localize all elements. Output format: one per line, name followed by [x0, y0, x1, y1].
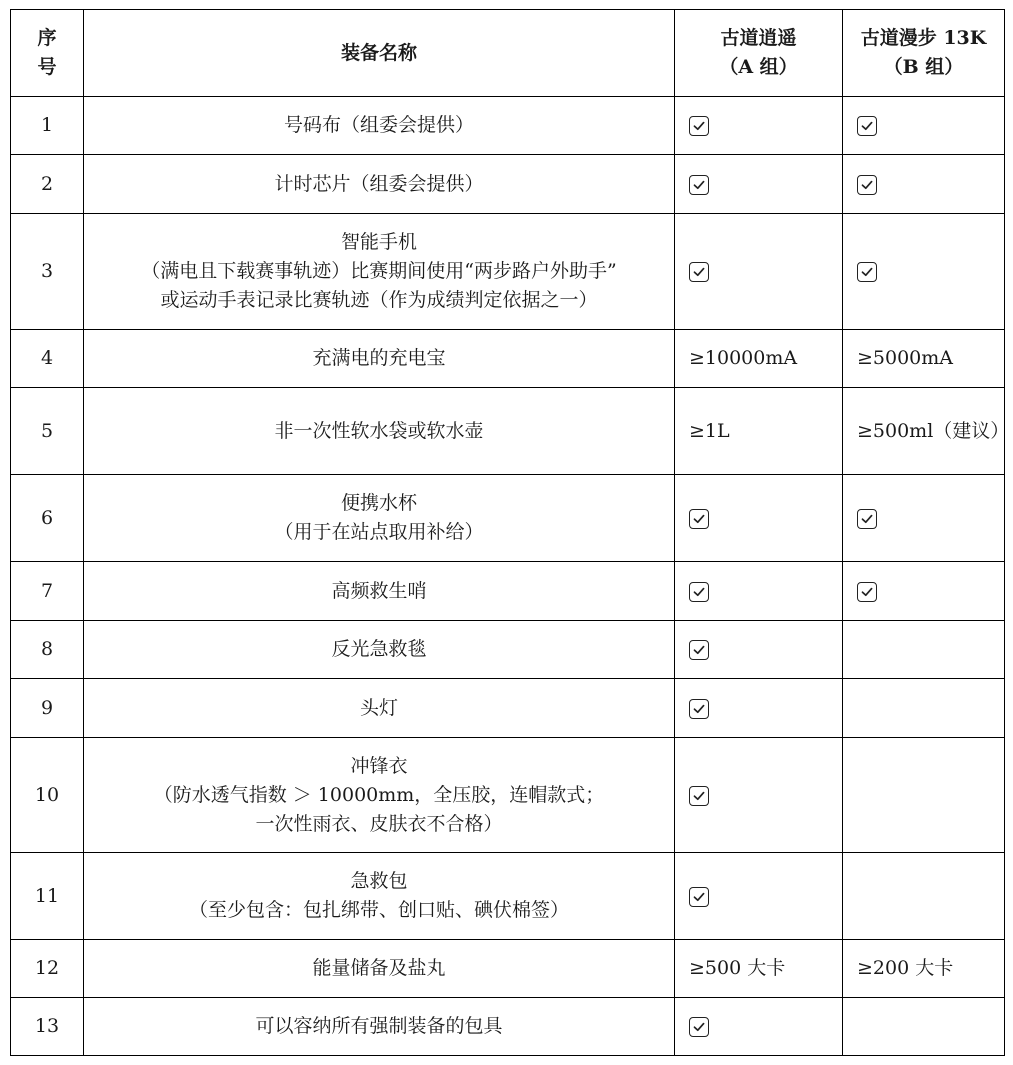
table-body [11, 97, 1010, 1056]
row-number: 10 [11, 738, 84, 853]
equipment-name-line: 能量储备及盐丸 [312, 957, 446, 979]
group-a-requirement [675, 155, 843, 214]
group-b-requirement [843, 679, 1005, 738]
group-b-requirement [843, 940, 1005, 998]
equipment-name [84, 562, 675, 621]
header-name: 装备名称 [84, 10, 675, 97]
equipment-name-line: 非一次性软水袋或软水壶 [274, 419, 484, 442]
group-a-requirement [675, 998, 843, 1056]
group-b-requirement [843, 388, 1010, 475]
requirement-text: ≥1L [689, 419, 730, 442]
group-a-requirement [675, 388, 843, 475]
row-number: 3 [11, 214, 84, 330]
header-no-line: 号 [37, 56, 57, 78]
group-a-requirement [675, 679, 843, 738]
group-b-requirement [843, 97, 1005, 155]
checkbox-checked-icon [857, 509, 877, 529]
group-b-requirement [843, 621, 1005, 679]
table-row [11, 679, 1005, 738]
group-b-requirement [843, 562, 1005, 621]
equipment-name [84, 475, 675, 562]
table-row [11, 940, 1005, 998]
requirement-text: ≥500ml（建议） [857, 419, 1010, 442]
equipment-name-line: 便携水杯 [340, 492, 417, 514]
equipment-name [84, 330, 675, 388]
row-number: 13 [11, 998, 84, 1056]
equipment-name [84, 998, 675, 1056]
checkbox-checked-icon [689, 175, 709, 195]
row-number: 8 [11, 621, 84, 679]
checkbox-checked-icon [689, 887, 709, 907]
header-b-line: （B 组） [883, 56, 964, 78]
equipment-name-line: 冲锋衣 [350, 754, 408, 777]
checkbox-checked-icon [689, 1017, 709, 1037]
group-a-requirement [675, 621, 843, 679]
group-b-requirement [843, 475, 1005, 562]
checkbox-checked-icon [689, 786, 709, 806]
table-row [11, 214, 1005, 330]
equipment-name-line: 号码布（组委会提供） [283, 114, 474, 136]
checkbox-checked-icon [857, 262, 877, 282]
checkbox-checked-icon [857, 582, 877, 602]
checkbox-checked-icon [689, 262, 709, 282]
equipment-name-line: 反光急救毯 [331, 638, 427, 660]
row-number: 12 [11, 940, 84, 998]
header-group-a [675, 10, 843, 97]
group-a-requirement [675, 738, 843, 853]
requirement-text: ≥200 大卡 [857, 957, 954, 979]
equipment-name-line: 或运动手表记录比赛轨迹（作为成绩判定依据之一） [160, 289, 598, 311]
equipment-name [84, 155, 675, 214]
equipment-name-line: （至少包含：包扎绑带、创口贴、碘伏棉签） [188, 899, 569, 921]
equipment-name [84, 97, 675, 155]
equipment-table [10, 9, 1010, 1056]
row-number: 5 [11, 388, 84, 475]
equipment-name-line: 可以容纳所有强制装备的包具 [255, 1015, 503, 1037]
checkbox-checked-icon [689, 640, 709, 660]
table-row [11, 562, 1005, 621]
group-a-requirement [675, 940, 843, 998]
requirement-text: ≥5000mA [857, 347, 954, 369]
group-a-requirement [675, 562, 843, 621]
table-row [11, 155, 1005, 214]
equipment-name-line: 头灯 [359, 696, 398, 719]
equipment-name-line: 急救包 [350, 870, 408, 892]
group-a-requirement [675, 330, 843, 388]
group-a-requirement [675, 853, 843, 940]
requirement-text: ≥500 大卡 [689, 957, 786, 979]
header-a-line: （A 组） [719, 56, 798, 78]
header-group-b [843, 10, 1005, 97]
table-row [11, 998, 1005, 1056]
group-b-requirement [843, 738, 1005, 853]
equipment-name-line: 一次性雨衣、皮肤衣不合格） [255, 812, 503, 835]
row-number: 9 [11, 679, 84, 738]
checkbox-checked-icon [689, 116, 709, 136]
table-row [11, 738, 1005, 853]
equipment-name-line: （防水透气指数 ＞ 10000mm，全压胶，连帽款式； [153, 783, 605, 806]
row-number: 11 [11, 853, 84, 940]
checkbox-checked-icon [689, 509, 709, 529]
row-number: 6 [11, 475, 84, 562]
header-row [11, 10, 1005, 97]
header-a-line: 古道逍遥 [720, 27, 797, 49]
equipment-name-line: 充满电的充电宝 [312, 347, 446, 369]
equipment-name-line: 高频救生哨 [331, 579, 427, 602]
equipment-name [84, 621, 675, 679]
group-a-requirement [675, 97, 843, 155]
checkbox-checked-icon [857, 175, 877, 195]
table-row [11, 475, 1005, 562]
equipment-name [84, 388, 675, 475]
equipment-name [84, 679, 675, 738]
group-b-requirement [843, 155, 1005, 214]
row-number: 7 [11, 562, 84, 621]
checkbox-checked-icon [689, 699, 709, 719]
header-b-line: 古道漫步 13K [860, 27, 987, 49]
group-a-requirement [675, 214, 843, 330]
table-row [11, 97, 1005, 155]
equipment-name [84, 853, 675, 940]
equipment-name [84, 940, 675, 998]
checkbox-checked-icon [857, 116, 877, 136]
header-no-line: 序 [37, 27, 57, 49]
checkbox-checked-icon [689, 582, 709, 602]
equipment-name-line: （用于在站点取用补给） [274, 521, 484, 543]
header-no [11, 10, 84, 97]
group-b-requirement [843, 853, 1005, 940]
table-row [11, 621, 1005, 679]
equipment-name [84, 214, 675, 330]
table-row [11, 330, 1005, 388]
group-b-requirement [843, 998, 1005, 1056]
row-number: 4 [11, 330, 84, 388]
row-number: 1 [11, 97, 84, 155]
equipment-name [84, 738, 675, 853]
requirement-text: ≥10000mA [689, 347, 798, 369]
table-row [11, 853, 1005, 940]
row-number: 2 [11, 155, 84, 214]
equipment-name-line: 智能手机 [340, 231, 417, 253]
equipment-name-line: 计时芯片（组委会提供） [274, 172, 484, 195]
group-a-requirement [675, 475, 843, 562]
equipment-name-line: （满电且下载赛事轨迹）比赛期间使用“两步路户外助手” [141, 260, 617, 282]
group-b-requirement [843, 330, 1005, 388]
table-row [11, 388, 1005, 475]
group-b-requirement [843, 214, 1005, 330]
